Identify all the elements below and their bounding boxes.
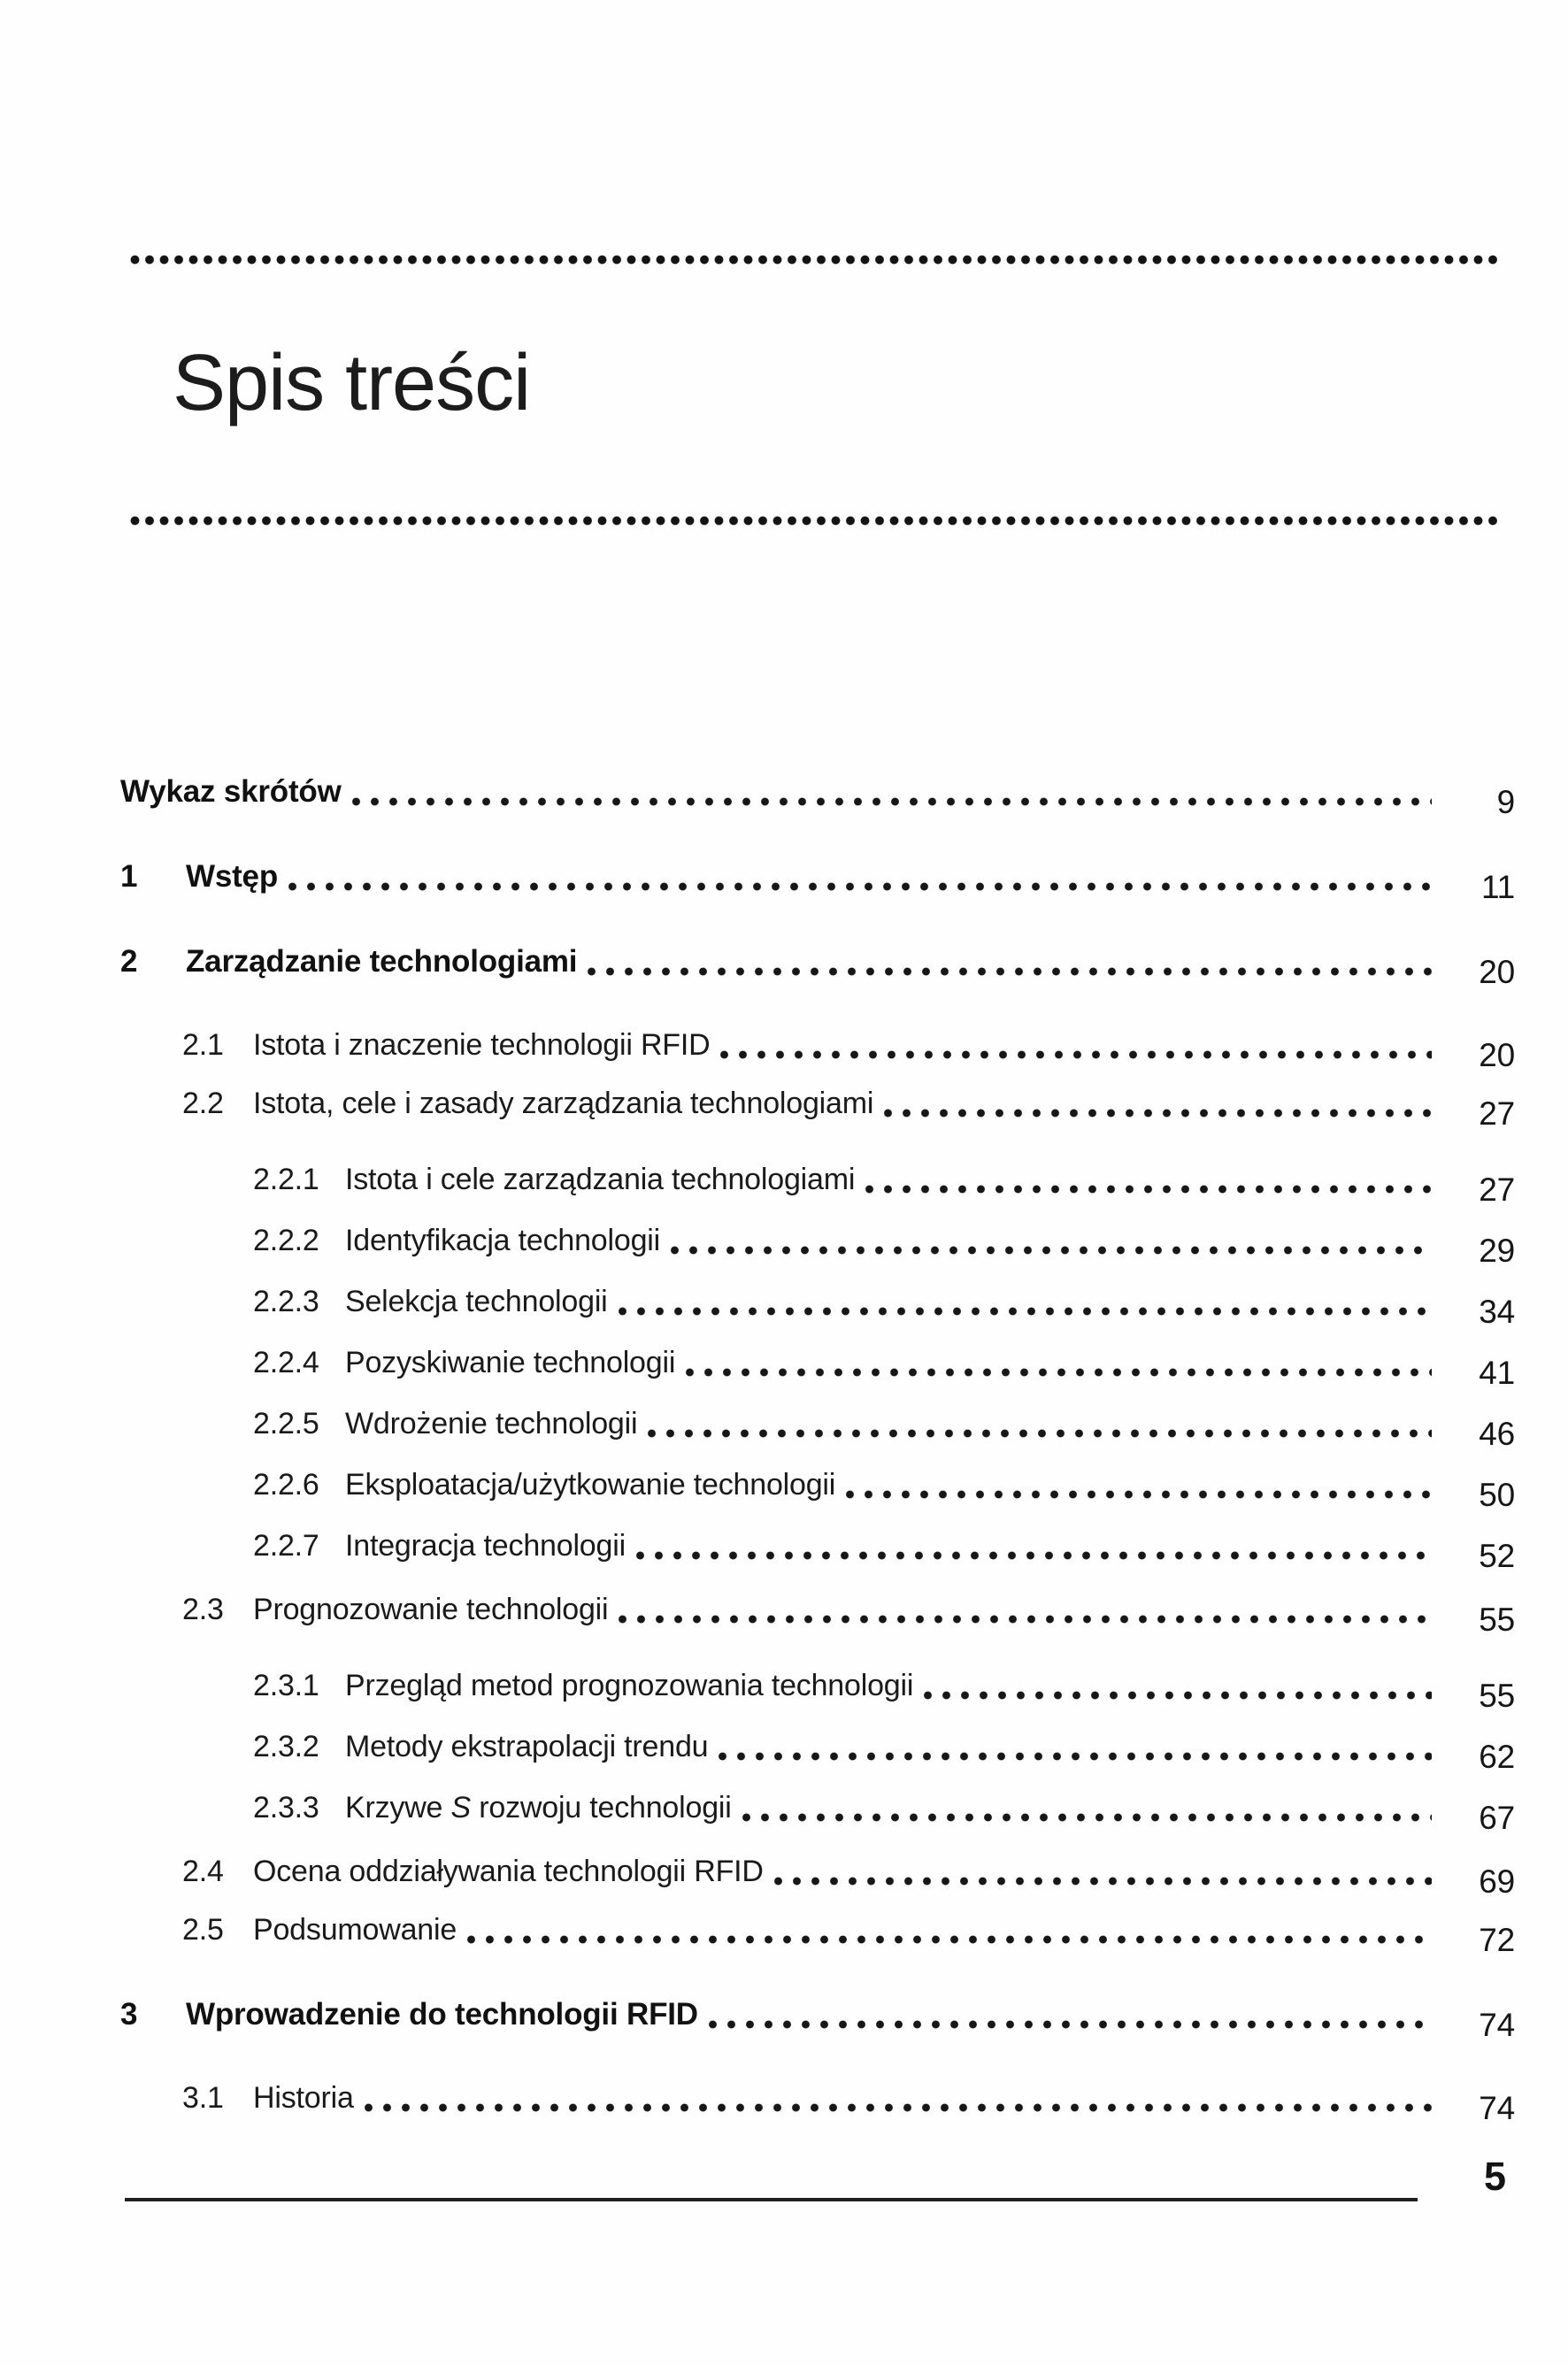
- dot-leader: [709, 2019, 1432, 2030]
- toc-row: [120, 1669, 1515, 1714]
- dot-leader: [884, 1108, 1432, 1118]
- toc-entry-page: 69: [1479, 1863, 1515, 1900]
- dot-leader: [742, 1812, 1432, 1823]
- toc-entry-page: 34: [1479, 1294, 1515, 1330]
- toc-entry-number: 2.2: [182, 1087, 224, 1120]
- toc-entry-number: 2.3.3: [253, 1791, 319, 1824]
- toc-row: [120, 1028, 1515, 1073]
- toc-entry-number: 2.1: [182, 1028, 224, 1062]
- dot-leader: [720, 1049, 1432, 1060]
- toc-entry-title: Istota i znaczenie technologii RFID: [253, 1028, 711, 1062]
- dot-leader: [365, 2102, 1432, 2113]
- toc-entry-number: 3.1: [182, 2081, 224, 2115]
- dot-leader: [467, 1934, 1432, 1945]
- dot-leader: [719, 1751, 1432, 1762]
- toc-entry-title: Ocena oddziaływania technologii RFID: [253, 1855, 764, 1888]
- toc-entry-title: Selekcja technologii: [345, 1285, 608, 1318]
- toc-row: [120, 1087, 1515, 1132]
- page-title: Spis treści: [173, 339, 531, 427]
- toc-entry-title: Podsumowanie: [253, 1913, 457, 1947]
- toc-entry-title: Identyfikacja technologii: [345, 1224, 661, 1257]
- toc-row: [120, 859, 1515, 905]
- toc-entry-page: 55: [1479, 1678, 1515, 1714]
- toc-entry-number: 2.3.1: [253, 1669, 319, 1702]
- dot-leader: [774, 1876, 1432, 1886]
- decorative-dotted-rule-below-title: [130, 515, 1498, 526]
- toc-entry-title: Krzywe S rozwoju technologii: [345, 1791, 732, 1824]
- toc-entry-number: 2.2.4: [253, 1346, 319, 1379]
- dot-leader: [671, 1245, 1432, 1256]
- dot-leader: [619, 1614, 1432, 1625]
- toc-entry-number: 3: [120, 1997, 138, 2032]
- toc-entry-number: 2.2.1: [253, 1163, 319, 1196]
- dot-leader: [865, 1184, 1432, 1195]
- toc-row: [120, 1913, 1515, 1958]
- toc-entry-title: Wprowadzenie do technologii RFID: [186, 1997, 698, 2032]
- toc-entry-number: 2.3: [182, 1593, 224, 1626]
- toc-row: [120, 774, 1515, 820]
- toc-entry-number: 2.2.3: [253, 1285, 319, 1318]
- toc-entry-number: 2.3.2: [253, 1730, 319, 1763]
- toc-entry-page: 20: [1479, 1037, 1515, 1073]
- toc-entry-number: 2.2.6: [253, 1468, 319, 1502]
- toc-entry-page: 50: [1479, 1477, 1515, 1513]
- toc-entry-title: Metody ekstrapolacji trendu: [345, 1730, 709, 1763]
- dot-leader: [619, 1306, 1432, 1317]
- toc-entry-page: 27: [1479, 1095, 1515, 1132]
- decorative-dotted-rule-top: [130, 254, 1498, 265]
- dot-leader: [648, 1428, 1432, 1439]
- dot-leader: [924, 1690, 1432, 1701]
- toc-row: [120, 1346, 1515, 1391]
- toc-entry-title: Wdrożenie technologii: [345, 1407, 638, 1440]
- toc-entry-number: 2.2.2: [253, 1224, 319, 1257]
- toc-row: [120, 1285, 1515, 1330]
- toc-entry-number: 2.5: [182, 1913, 224, 1947]
- toc-row: [120, 2081, 1515, 2126]
- toc-entry-page: 74: [1479, 2007, 1515, 2043]
- toc-row: [120, 1224, 1515, 1269]
- toc-entry-page: 9: [1496, 784, 1515, 820]
- toc-entry-title: Istota, cele i zasady zarządzania technologiami: [253, 1087, 874, 1120]
- toc-row: [120, 1997, 1515, 2043]
- toc-entry-title: Integracja technologii: [345, 1529, 626, 1563]
- page-number: 5: [1483, 2154, 1506, 2199]
- toc-entry-page: 74: [1479, 2090, 1515, 2126]
- toc-entry-number: 2: [120, 944, 138, 979]
- toc-entry-title: Pozyskiwanie technologii: [345, 1346, 676, 1379]
- toc-row: [120, 1855, 1515, 1900]
- toc-row: [120, 1407, 1515, 1452]
- toc-entry-title: Wykaz skrótów: [120, 774, 342, 809]
- toc-entry-title: Eksploatacja/użytkowanie technologii: [345, 1468, 836, 1502]
- toc-entry-number: 2.4: [182, 1855, 224, 1888]
- dot-leader: [686, 1367, 1432, 1378]
- toc-entry-page: 20: [1479, 954, 1515, 990]
- dot-leader: [846, 1489, 1432, 1500]
- toc-entry-page: 41: [1479, 1355, 1515, 1391]
- toc-entry-title: Zarządzanie technologiami: [186, 944, 578, 979]
- toc-entry-page: 11: [1480, 869, 1515, 905]
- toc-entry-title: Historia: [253, 2081, 354, 2115]
- toc-row: [120, 944, 1515, 990]
- toc-row: [120, 1529, 1515, 1574]
- toc-entry-number: 2.2.5: [253, 1407, 319, 1440]
- toc-row: [120, 1468, 1515, 1513]
- toc-row: [120, 1593, 1515, 1638]
- toc-entry-page: 29: [1479, 1233, 1515, 1269]
- dot-leader: [636, 1550, 1432, 1561]
- toc-entry-page: 27: [1479, 1171, 1515, 1208]
- toc-row: [120, 1791, 1515, 1836]
- toc-entry-page: 52: [1479, 1538, 1515, 1574]
- toc-entry-title: Prognozowanie technologii: [253, 1593, 609, 1626]
- toc-entry-title: Przegląd metod prognozowania technologii: [345, 1669, 914, 1702]
- dot-leader: [588, 966, 1432, 977]
- toc-row: [120, 1730, 1515, 1775]
- toc-entry-title: Istota i cele zarządzania technologiami: [345, 1163, 856, 1196]
- footer-rule: [125, 2198, 1418, 2201]
- toc-entry-title: Wstęp: [186, 859, 279, 894]
- dot-leader: [352, 796, 1432, 807]
- dot-leader: [288, 881, 1432, 892]
- toc-list: [120, 774, 1515, 2126]
- toc-row: [120, 1163, 1515, 1208]
- toc-entry-page: 72: [1479, 1922, 1515, 1958]
- toc-entry-number: 1: [120, 859, 138, 894]
- toc-entry-page: 46: [1479, 1416, 1515, 1452]
- toc-entry-page: 67: [1479, 1800, 1515, 1836]
- toc-entry-page: 62: [1479, 1739, 1515, 1775]
- toc-entry-page: 55: [1479, 1602, 1515, 1638]
- toc-entry-number: 2.2.7: [253, 1529, 319, 1563]
